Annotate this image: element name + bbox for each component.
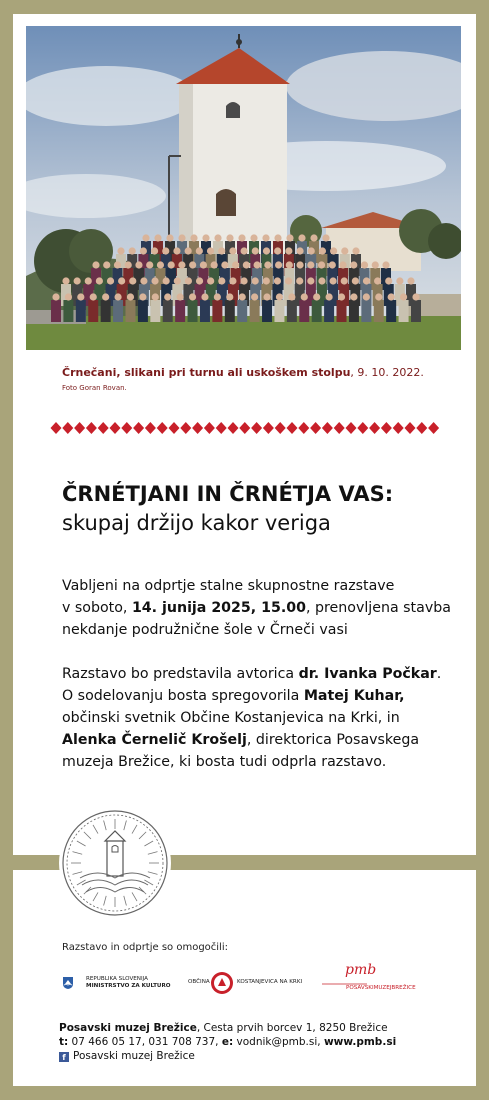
sponsors-intro: Razstavo in odprtje so omogočili: <box>62 942 228 953</box>
municipality-right-text: KOSTANJEVICA NA KRKI <box>237 979 303 985</box>
footer-address: Posavski muzej Brežice, Cesta prvih borcev 1, 8250 Brežice <box>59 1022 388 1034</box>
museum-logo-name: POSAVSKIMUZEJBREŽICE <box>346 985 416 991</box>
exhibition-subtitle: skupaj držijo kakor veriga <box>62 511 331 535</box>
museum-logo-mark: pmb <box>345 962 377 978</box>
slovenia-coat-icon <box>62 976 74 990</box>
ministry-logo-text: REPUBLIKA SLOVENIJA MINISTRSTVO ZA KULTURO <box>86 976 171 989</box>
footer-web-link[interactable]: www.pmb.si <box>323 1036 397 1048</box>
photo-caption: Črnečani, slikani pri turnu ali uskoškem stolpu, 9. 10. 2022. <box>62 366 424 379</box>
invitation-paragraph: Vabljeni na odprtje stalne skupnostne razstave v soboto, 14. junija 2025, 15.00, prenovljena stavba nekdanje podružnične šole v Črneči vasi <box>62 578 451 638</box>
group-photo <box>26 26 461 350</box>
facebook-icon: f <box>59 1052 69 1062</box>
footer-facebook[interactable]: f Posavski muzej Brežice <box>59 1050 195 1062</box>
footer-contact: t: 07 466 05 17, 031 708 737, e: vodnik@pmb.si, www.pmb.si <box>59 1036 397 1048</box>
photo-credit: Foto Goran Rovan. <box>62 384 127 392</box>
exhibition-title: ČRNÉTJANI IN ČRNÉTJA VAS: <box>62 482 394 506</box>
kostanjevica-coat-icon <box>210 971 234 995</box>
municipality-left-text: OBČINA <box>188 979 210 985</box>
diamond-chain <box>50 422 440 434</box>
presenters-paragraph: Razstavo bo predstavila avtorica dr. Ivanka Počkar. O sodelovanju bosta spregovorila Matej Kuhar, občinski svetnik Občine Kostanjevica na Krki, in Alenka Černelič Krošelj, direktorica Posavskega muzeja Brežice, ki bosta tudi odprla razstavo. <box>62 666 442 770</box>
seal-emblem <box>58 806 172 920</box>
